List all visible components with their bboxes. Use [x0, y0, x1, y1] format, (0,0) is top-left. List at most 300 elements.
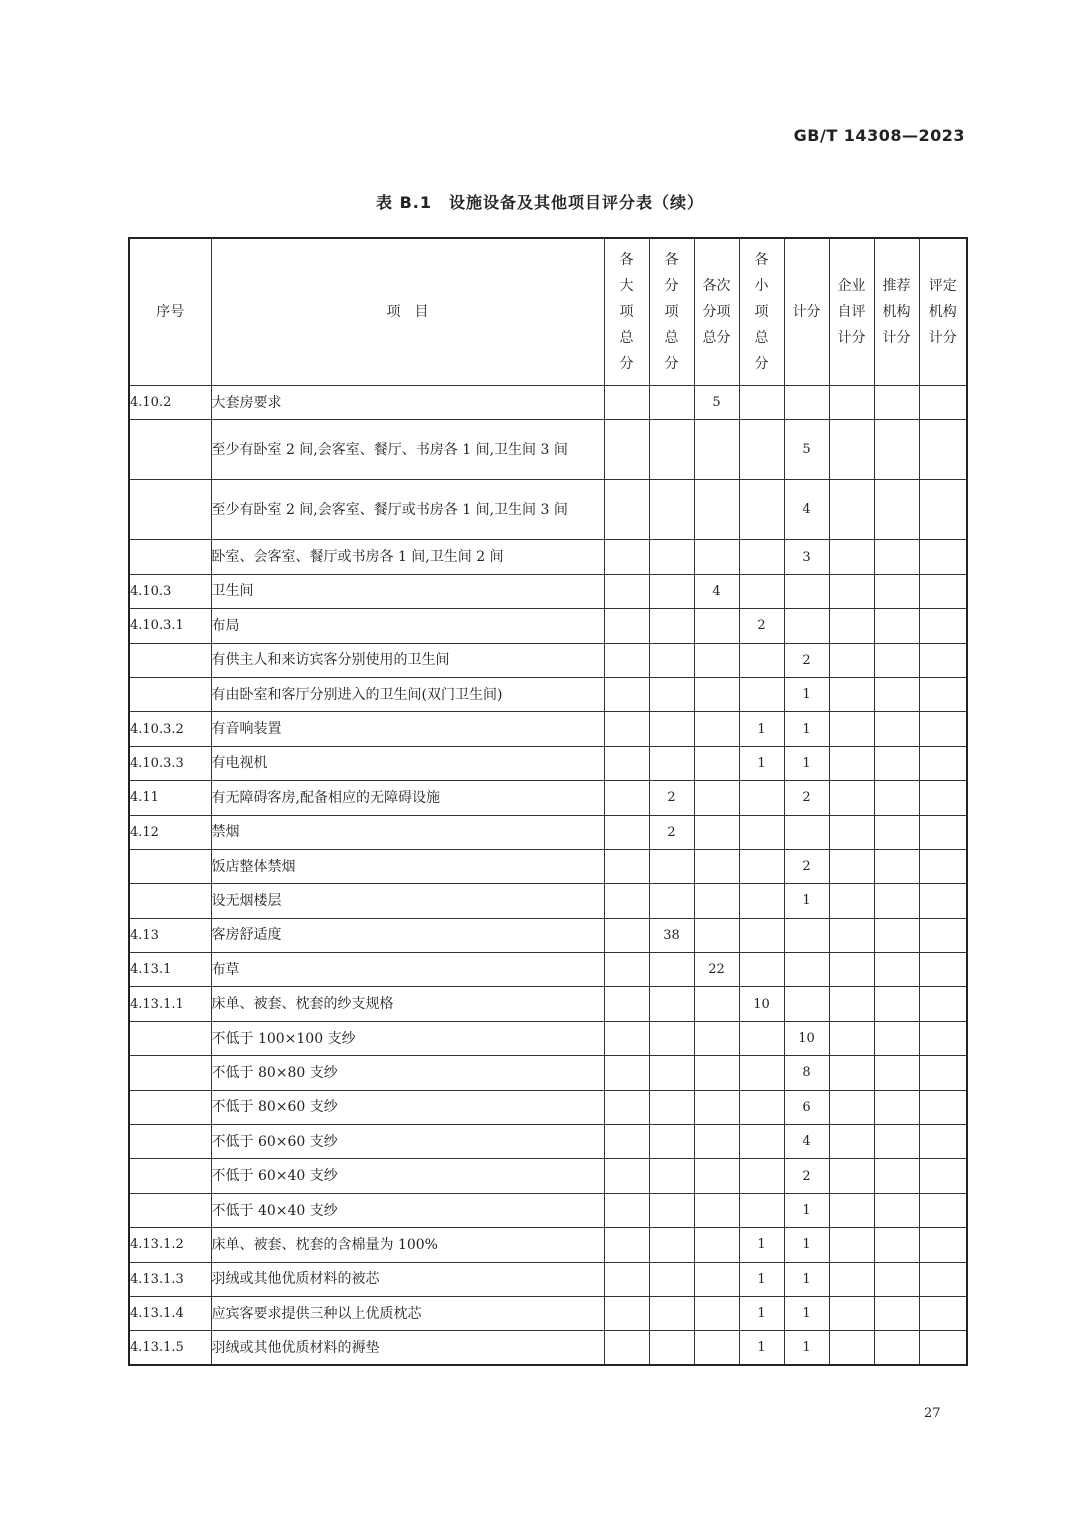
cell-secondary	[694, 884, 739, 918]
cell-minor	[739, 1090, 784, 1124]
cell-seq: 4.13.1	[129, 953, 211, 987]
col-header-major: 各大项总分	[604, 238, 649, 386]
cell-evaluate	[919, 1021, 967, 1055]
cell-secondary: 22	[694, 953, 739, 987]
cell-sub	[649, 480, 694, 540]
cell-seq: 4.13.1.2	[129, 1228, 211, 1262]
cell-score: 1	[784, 884, 829, 918]
table-title: 表 B.1 设施设备及其他项目评分表（续）	[376, 193, 704, 212]
cell-evaluate	[919, 1331, 967, 1365]
cell-seq: 4.13.1.3	[129, 1262, 211, 1296]
table-row	[129, 420, 967, 480]
cell-sub	[649, 987, 694, 1021]
table-row	[129, 746, 967, 780]
cell-minor	[739, 480, 784, 540]
cell-minor	[739, 1193, 784, 1227]
cell-recommend	[874, 1193, 919, 1227]
cell-evaluate	[919, 953, 967, 987]
cell-item: 不低于 60×40 支纱	[211, 1159, 604, 1193]
cell-score: 2	[784, 849, 829, 883]
table-row	[129, 574, 967, 608]
cell-major	[604, 781, 649, 815]
cell-seq: 4.13.1.1	[129, 987, 211, 1021]
cell-seq: 4.13.1.5	[129, 1331, 211, 1365]
cell-sub	[649, 1193, 694, 1227]
cell-item: 至少有卧室 2 间,会客室、餐厅、书房各 1 间,卫生间 3 间	[211, 420, 604, 480]
cell-sub	[649, 420, 694, 480]
cell-sub	[649, 953, 694, 987]
cell-evaluate	[919, 1262, 967, 1296]
cell-recommend	[874, 1262, 919, 1296]
col-header-sub: 各分项总分	[649, 238, 694, 386]
cell-major	[604, 746, 649, 780]
cell-secondary	[694, 1159, 739, 1193]
cell-evaluate	[919, 386, 967, 420]
cell-major	[604, 953, 649, 987]
cell-score: 4	[784, 480, 829, 540]
cell-seq	[129, 540, 211, 574]
table-row	[129, 1193, 967, 1227]
cell-minor: 1	[739, 1262, 784, 1296]
cell-item: 不低于 40×40 支纱	[211, 1193, 604, 1227]
cell-item: 不低于 60×60 支纱	[211, 1125, 604, 1159]
cell-minor	[739, 815, 784, 849]
cell-score: 3	[784, 540, 829, 574]
table-row	[129, 987, 967, 1021]
cell-minor: 1	[739, 746, 784, 780]
cell-evaluate	[919, 712, 967, 746]
cell-score: 2	[784, 781, 829, 815]
cell-item: 禁烟	[211, 815, 604, 849]
cell-secondary	[694, 815, 739, 849]
cell-recommend	[874, 815, 919, 849]
cell-recommend	[874, 1296, 919, 1330]
cell-item: 有音响装置	[211, 712, 604, 746]
cell-enterprise	[829, 643, 874, 677]
cell-secondary	[694, 540, 739, 574]
cell-major	[604, 815, 649, 849]
cell-seq	[129, 1125, 211, 1159]
page-number: 27	[924, 1406, 941, 1421]
cell-major	[604, 386, 649, 420]
table-row	[129, 1331, 967, 1365]
cell-minor: 10	[739, 987, 784, 1021]
cell-enterprise	[829, 480, 874, 540]
cell-sub	[649, 1021, 694, 1055]
cell-score: 4	[784, 1125, 829, 1159]
cell-sub: 2	[649, 815, 694, 849]
cell-seq	[129, 1159, 211, 1193]
cell-item: 客房舒适度	[211, 918, 604, 952]
standard-code: GB/T 14308—2023	[793, 126, 965, 145]
cell-seq: 4.10.3	[129, 574, 211, 608]
cell-evaluate	[919, 849, 967, 883]
cell-recommend	[874, 781, 919, 815]
col-header-seq: 序号	[129, 238, 211, 386]
cell-minor: 1	[739, 712, 784, 746]
cell-secondary: 4	[694, 574, 739, 608]
cell-evaluate	[919, 1296, 967, 1330]
cell-enterprise	[829, 849, 874, 883]
cell-major	[604, 712, 649, 746]
cell-recommend	[874, 1125, 919, 1159]
cell-recommend	[874, 1021, 919, 1055]
cell-sub	[649, 884, 694, 918]
table-header-row	[129, 238, 967, 386]
cell-sub	[649, 1228, 694, 1262]
cell-recommend	[874, 609, 919, 643]
cell-sub: 38	[649, 918, 694, 952]
cell-minor	[739, 1021, 784, 1055]
cell-evaluate	[919, 643, 967, 677]
cell-item: 设无烟楼层	[211, 884, 604, 918]
cell-minor	[739, 1159, 784, 1193]
cell-sub	[649, 1159, 694, 1193]
cell-enterprise	[829, 1228, 874, 1262]
cell-secondary: 5	[694, 386, 739, 420]
cell-evaluate	[919, 1159, 967, 1193]
cell-score: 2	[784, 643, 829, 677]
cell-enterprise	[829, 420, 874, 480]
cell-evaluate	[919, 1228, 967, 1262]
cell-recommend	[874, 712, 919, 746]
scoring-table	[128, 237, 968, 1366]
cell-seq	[129, 643, 211, 677]
cell-major	[604, 540, 649, 574]
cell-minor	[739, 643, 784, 677]
table-row	[129, 781, 967, 815]
cell-score: 1	[784, 1228, 829, 1262]
cell-evaluate	[919, 815, 967, 849]
cell-seq: 4.10.3.2	[129, 712, 211, 746]
cell-score: 8	[784, 1056, 829, 1090]
table-row	[129, 1021, 967, 1055]
table-row	[129, 1296, 967, 1330]
cell-sub: 2	[649, 781, 694, 815]
cell-secondary	[694, 1228, 739, 1262]
cell-secondary	[694, 746, 739, 780]
cell-evaluate	[919, 540, 967, 574]
cell-seq	[129, 849, 211, 883]
cell-sub	[649, 643, 694, 677]
cell-score: 1	[784, 746, 829, 780]
cell-seq: 4.12	[129, 815, 211, 849]
cell-secondary	[694, 1090, 739, 1124]
cell-seq: 4.10.3.3	[129, 746, 211, 780]
cell-secondary	[694, 849, 739, 883]
cell-seq	[129, 1193, 211, 1227]
cell-major	[604, 884, 649, 918]
cell-major	[604, 1193, 649, 1227]
cell-sub	[649, 1296, 694, 1330]
cell-sub	[649, 1262, 694, 1296]
cell-major	[604, 1296, 649, 1330]
cell-recommend	[874, 386, 919, 420]
cell-item: 有供主人和来访宾客分别使用的卫生间	[211, 643, 604, 677]
cell-score	[784, 815, 829, 849]
cell-score	[784, 953, 829, 987]
col-header-secondary: 各次分项总分	[694, 238, 739, 386]
cell-enterprise	[829, 712, 874, 746]
cell-sub	[649, 609, 694, 643]
table-row	[129, 1159, 967, 1193]
cell-minor	[739, 781, 784, 815]
cell-recommend	[874, 643, 919, 677]
cell-sub	[649, 540, 694, 574]
cell-enterprise	[829, 953, 874, 987]
cell-enterprise	[829, 1125, 874, 1159]
cell-minor: 1	[739, 1228, 784, 1262]
table-row	[129, 1090, 967, 1124]
cell-evaluate	[919, 609, 967, 643]
cell-sub	[649, 574, 694, 608]
cell-minor	[739, 574, 784, 608]
cell-minor	[739, 918, 784, 952]
cell-seq	[129, 480, 211, 540]
table-row	[129, 677, 967, 711]
table-row	[129, 815, 967, 849]
cell-secondary	[694, 918, 739, 952]
cell-enterprise	[829, 1296, 874, 1330]
cell-score	[784, 987, 829, 1021]
cell-major	[604, 574, 649, 608]
cell-secondary	[694, 1331, 739, 1365]
cell-minor: 2	[739, 609, 784, 643]
cell-evaluate	[919, 1193, 967, 1227]
cell-sub	[649, 677, 694, 711]
cell-major	[604, 420, 649, 480]
cell-enterprise	[829, 1331, 874, 1365]
cell-item: 床单、被套、枕套的纱支规格	[211, 987, 604, 1021]
cell-evaluate	[919, 781, 967, 815]
cell-secondary	[694, 677, 739, 711]
cell-enterprise	[829, 1056, 874, 1090]
cell-secondary	[694, 643, 739, 677]
cell-enterprise	[829, 884, 874, 918]
cell-score	[784, 574, 829, 608]
cell-recommend	[874, 1056, 919, 1090]
cell-major	[604, 1331, 649, 1365]
cell-evaluate	[919, 420, 967, 480]
cell-enterprise	[829, 1193, 874, 1227]
cell-item: 饭店整体禁烟	[211, 849, 604, 883]
cell-major	[604, 1159, 649, 1193]
cell-secondary	[694, 712, 739, 746]
cell-item: 不低于 100×100 支纱	[211, 1021, 604, 1055]
cell-major	[604, 918, 649, 952]
cell-evaluate	[919, 1090, 967, 1124]
table-row	[129, 918, 967, 952]
cell-secondary	[694, 1193, 739, 1227]
cell-recommend	[874, 480, 919, 540]
cell-secondary	[694, 420, 739, 480]
table-body	[129, 386, 967, 1366]
table-row	[129, 1056, 967, 1090]
cell-enterprise	[829, 677, 874, 711]
cell-sub	[649, 1056, 694, 1090]
cell-major	[604, 677, 649, 711]
col-header-evaluate: 评定机构计分	[919, 238, 967, 386]
cell-recommend	[874, 677, 919, 711]
cell-recommend	[874, 746, 919, 780]
cell-secondary	[694, 480, 739, 540]
table-row	[129, 480, 967, 540]
cell-score	[784, 609, 829, 643]
cell-major	[604, 480, 649, 540]
cell-major	[604, 1021, 649, 1055]
cell-minor: 1	[739, 1331, 784, 1365]
cell-score: 1	[784, 1193, 829, 1227]
cell-evaluate	[919, 884, 967, 918]
table-row	[129, 884, 967, 918]
cell-major	[604, 987, 649, 1021]
cell-score: 6	[784, 1090, 829, 1124]
cell-sub	[649, 746, 694, 780]
cell-item: 不低于 80×80 支纱	[211, 1056, 604, 1090]
cell-score	[784, 386, 829, 420]
cell-recommend	[874, 987, 919, 1021]
cell-seq	[129, 1056, 211, 1090]
table-row	[129, 1125, 967, 1159]
cell-minor	[739, 1125, 784, 1159]
cell-enterprise	[829, 781, 874, 815]
cell-score: 2	[784, 1159, 829, 1193]
cell-seq	[129, 1021, 211, 1055]
table-row	[129, 386, 967, 420]
cell-recommend	[874, 574, 919, 608]
cell-major	[604, 849, 649, 883]
cell-sub	[649, 1090, 694, 1124]
cell-evaluate	[919, 746, 967, 780]
cell-seq: 4.10.3.1	[129, 609, 211, 643]
col-header-recommend: 推荐机构计分	[874, 238, 919, 386]
cell-recommend	[874, 1090, 919, 1124]
cell-evaluate	[919, 574, 967, 608]
cell-item: 不低于 80×60 支纱	[211, 1090, 604, 1124]
cell-secondary	[694, 1262, 739, 1296]
cell-enterprise	[829, 574, 874, 608]
cell-minor	[739, 420, 784, 480]
cell-item: 卧室、会客室、餐厅或书房各 1 间,卫生间 2 间	[211, 540, 604, 574]
cell-recommend	[874, 540, 919, 574]
cell-evaluate	[919, 918, 967, 952]
col-header-item: 项 目	[211, 238, 604, 386]
col-header-score: 计分	[784, 238, 829, 386]
cell-enterprise	[829, 987, 874, 1021]
col-header-minor: 各小项总分	[739, 238, 784, 386]
cell-item: 布局	[211, 609, 604, 643]
cell-enterprise	[829, 746, 874, 780]
cell-score: 1	[784, 1262, 829, 1296]
cell-recommend	[874, 918, 919, 952]
cell-score: 10	[784, 1021, 829, 1055]
cell-recommend	[874, 420, 919, 480]
cell-seq: 4.10.2	[129, 386, 211, 420]
col-header-enterprise: 企业自评计分	[829, 238, 874, 386]
cell-enterprise	[829, 918, 874, 952]
cell-recommend	[874, 1331, 919, 1365]
cell-enterprise	[829, 1090, 874, 1124]
cell-score	[784, 918, 829, 952]
cell-major	[604, 1056, 649, 1090]
cell-score: 1	[784, 712, 829, 746]
cell-secondary	[694, 781, 739, 815]
cell-item: 有由卧室和客厅分别进入的卫生间(双门卫生间)	[211, 677, 604, 711]
cell-seq	[129, 884, 211, 918]
cell-minor	[739, 677, 784, 711]
cell-minor	[739, 1056, 784, 1090]
table-row	[129, 540, 967, 574]
cell-major	[604, 609, 649, 643]
cell-minor: 1	[739, 1296, 784, 1330]
cell-seq: 4.13.1.4	[129, 1296, 211, 1330]
cell-score: 5	[784, 420, 829, 480]
cell-score: 1	[784, 1331, 829, 1365]
cell-item: 羽绒或其他优质材料的被芯	[211, 1262, 604, 1296]
cell-evaluate	[919, 480, 967, 540]
cell-secondary	[694, 987, 739, 1021]
cell-enterprise	[829, 1159, 874, 1193]
cell-major	[604, 1262, 649, 1296]
cell-major	[604, 643, 649, 677]
cell-sub	[649, 712, 694, 746]
cell-enterprise	[829, 815, 874, 849]
cell-secondary	[694, 609, 739, 643]
cell-item: 布草	[211, 953, 604, 987]
cell-evaluate	[919, 1125, 967, 1159]
cell-item: 床单、被套、枕套的含棉量为 100%	[211, 1228, 604, 1262]
cell-sub	[649, 386, 694, 420]
cell-recommend	[874, 849, 919, 883]
cell-recommend	[874, 953, 919, 987]
cell-sub	[649, 1125, 694, 1159]
cell-evaluate	[919, 677, 967, 711]
cell-major	[604, 1090, 649, 1124]
cell-sub	[649, 1331, 694, 1365]
cell-enterprise	[829, 609, 874, 643]
cell-evaluate	[919, 1056, 967, 1090]
cell-score: 1	[784, 1296, 829, 1330]
cell-item: 应宾客要求提供三种以上优质枕芯	[211, 1296, 604, 1330]
cell-item: 卫生间	[211, 574, 604, 608]
cell-seq	[129, 420, 211, 480]
table-row	[129, 609, 967, 643]
cell-seq: 4.13	[129, 918, 211, 952]
cell-enterprise	[829, 386, 874, 420]
table-row	[129, 643, 967, 677]
cell-recommend	[874, 1159, 919, 1193]
cell-recommend	[874, 1228, 919, 1262]
cell-secondary	[694, 1021, 739, 1055]
cell-score: 1	[784, 677, 829, 711]
table-row	[129, 1262, 967, 1296]
cell-evaluate	[919, 987, 967, 1021]
cell-secondary	[694, 1296, 739, 1330]
cell-recommend	[874, 884, 919, 918]
cell-seq	[129, 1090, 211, 1124]
cell-secondary	[694, 1125, 739, 1159]
cell-item: 有电视机	[211, 746, 604, 780]
cell-major	[604, 1125, 649, 1159]
cell-item: 至少有卧室 2 间,会客室、餐厅或书房各 1 间,卫生间 3 间	[211, 480, 604, 540]
table-row	[129, 712, 967, 746]
cell-enterprise	[829, 1021, 874, 1055]
cell-minor	[739, 953, 784, 987]
cell-item: 羽绒或其他优质材料的褥垫	[211, 1331, 604, 1365]
cell-minor	[739, 540, 784, 574]
table-row	[129, 849, 967, 883]
cell-secondary	[694, 1056, 739, 1090]
